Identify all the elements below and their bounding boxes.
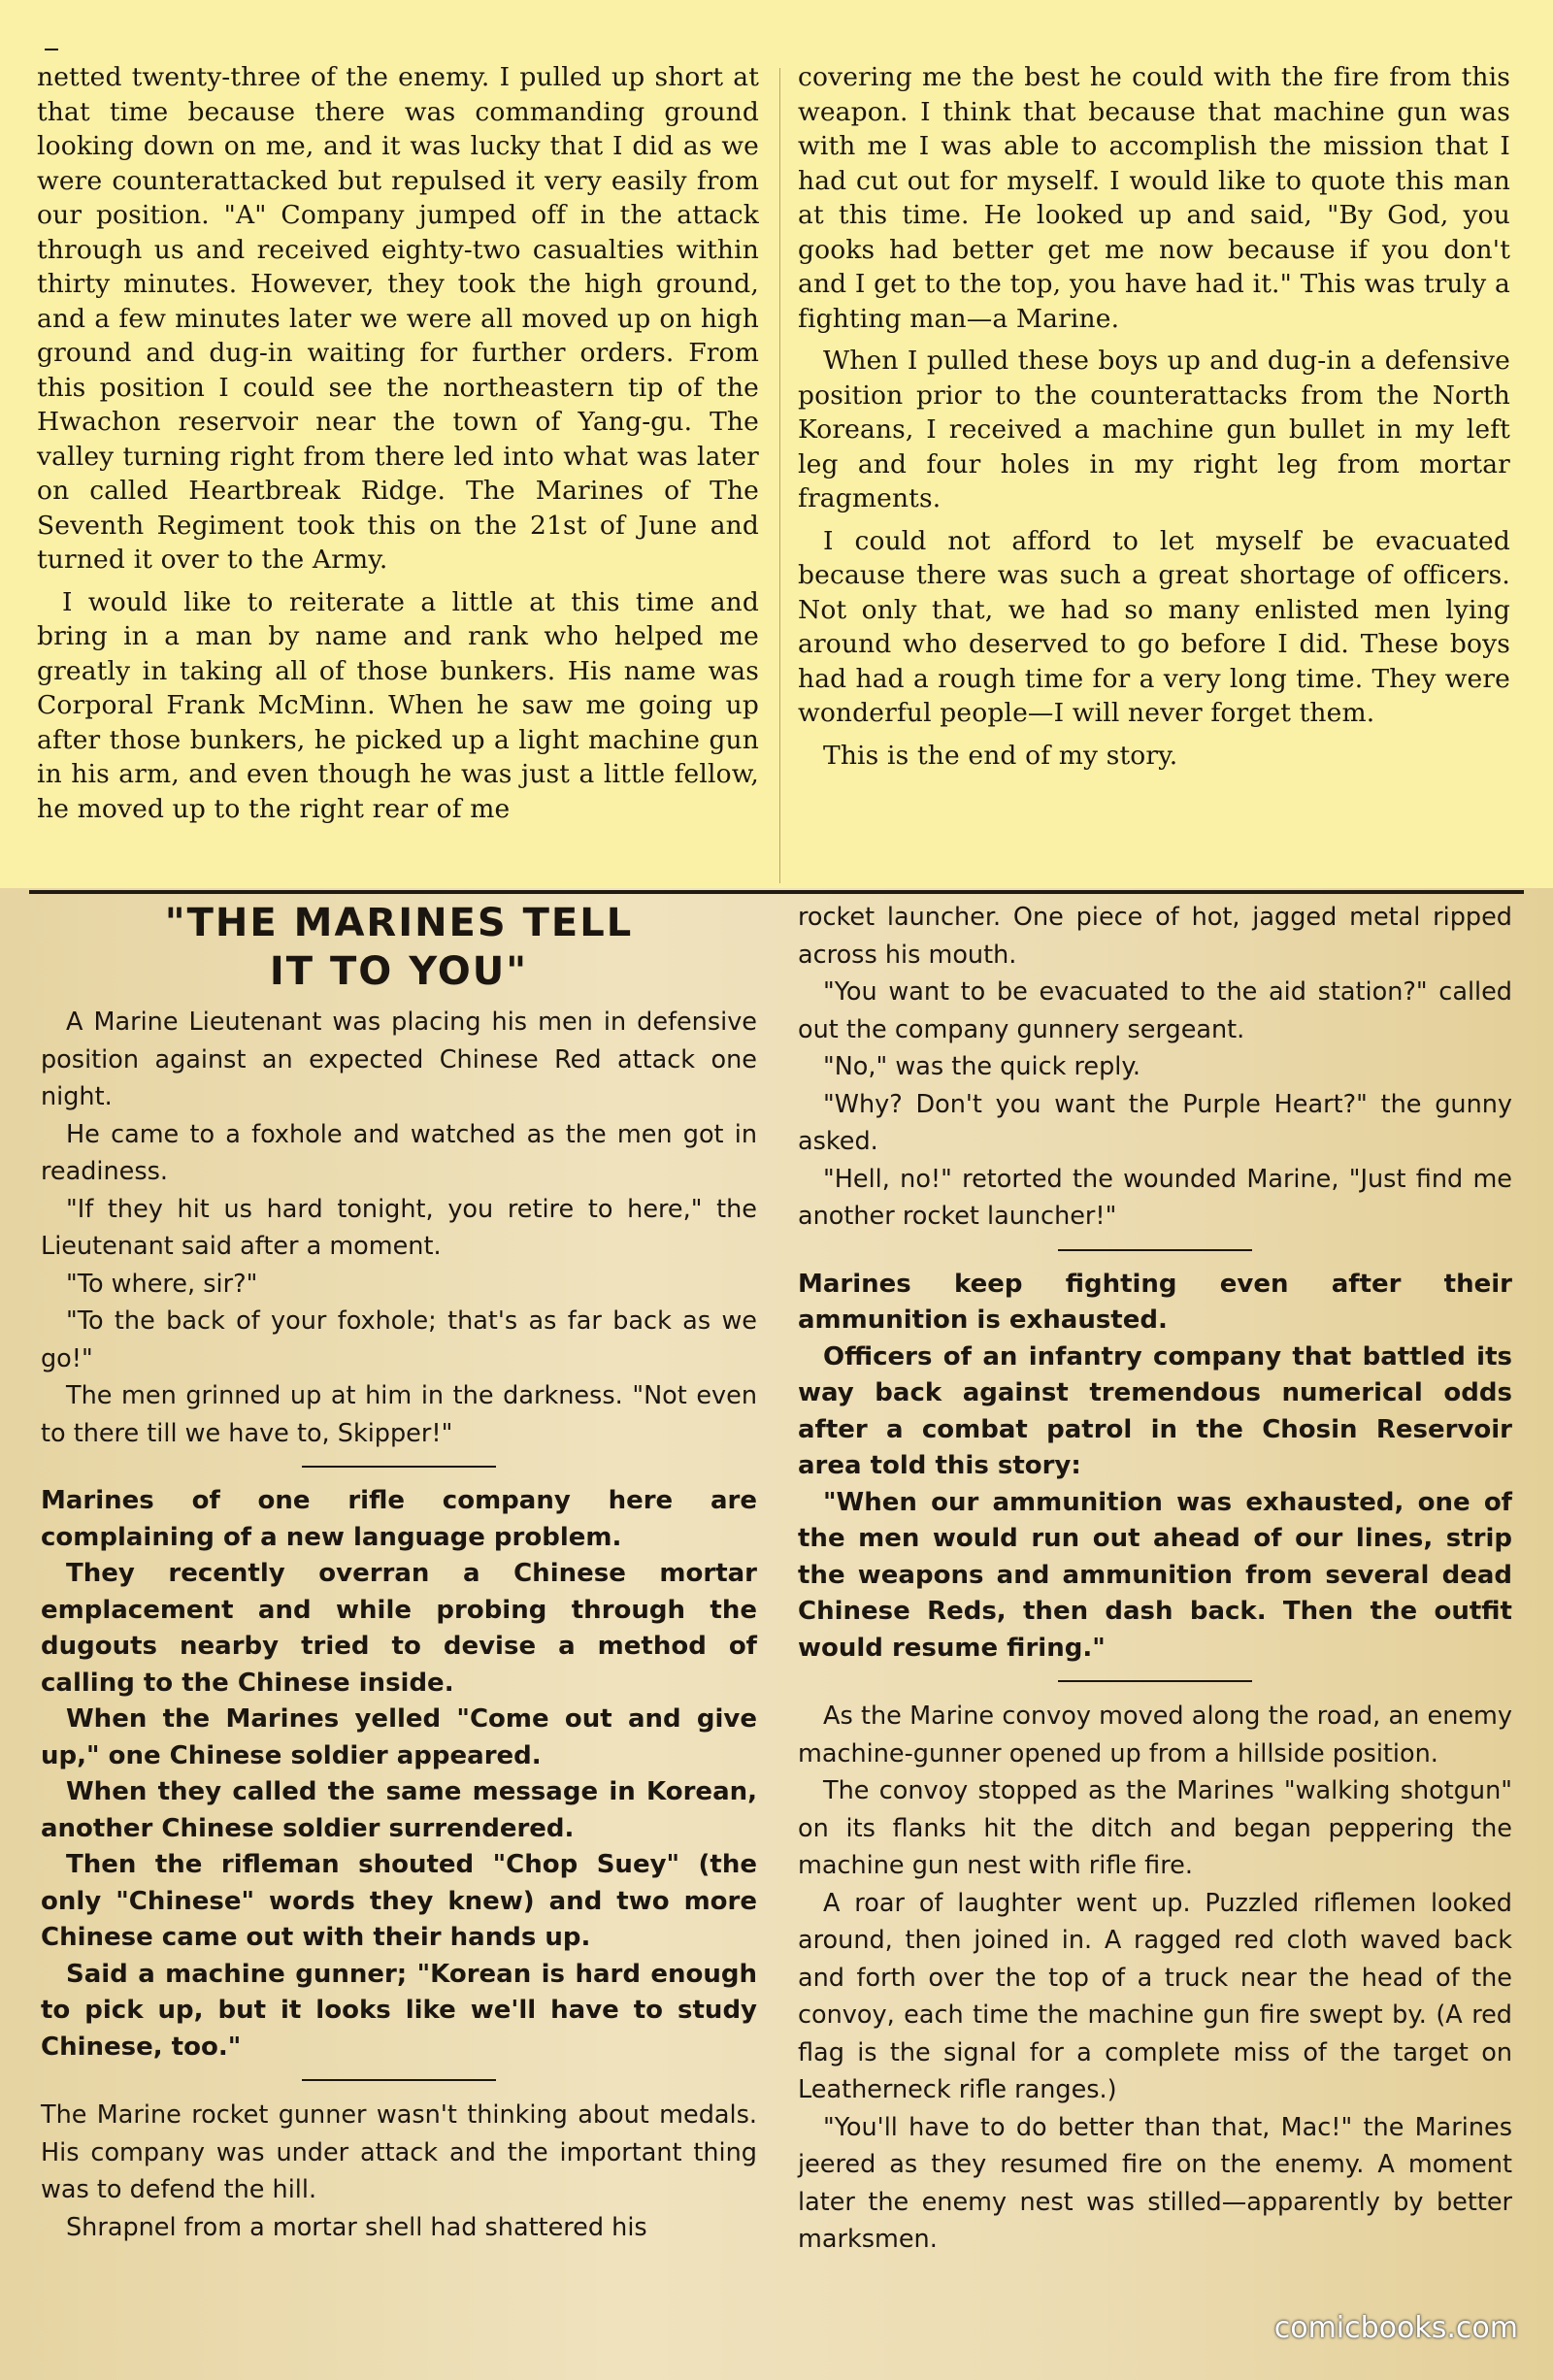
anecdote-paragraph: A Marine Lieutenant was placing his men in defensive position against an expected Chinese Red attack one night. bbox=[41, 1008, 757, 1111]
testimony-paragraph: netted twenty-three of the enemy. I pulled up short at that time because there was commanding ground looking down on me, and it was lucky that I did as we were counterattacked but repulsed it very easily from our position. "A" Company jumped off in the attack through us and received eighty-two casualties within thirty minutes. However, they took the high ground, and a few minutes later we were all moved up on high ground and dug-in waiting for further orders. From this position I could see the northeastern tip of the Hwachon reservoir near the town of Yang-gu. The valley turning right from there led into what was later on called Heartbreak Ridge. The Marines of The Seventh Regiment took this on the 21st of June and turned it over to the Army. bbox=[37, 62, 759, 575]
testimony-paragraph: When I pulled these boys up and dug-in a defensive position prior to the counterattacks from the North Koreans, I received a machine gun bullet in my left leg and four holes in my right leg from mortar fragments. bbox=[798, 346, 1510, 513]
anecdote-separator bbox=[302, 1466, 496, 1468]
anecdote-paragraph: "If they hit us hard tonight, you retire to here," the Lieutenant said after a moment. bbox=[41, 1194, 757, 1261]
column-divider bbox=[779, 68, 780, 883]
anecdote-paragraph: A roar of laughter went up. Puzzled riflemen looked around, then joined in. A ragged red cloth waved back and forth over the top of a truck near the head of the convoy, each time the machine gun fire swept by. (A red flag is the signal for a complete miss of the target on Leatherneck rifle ranges.) bbox=[798, 1888, 1512, 2104]
anecdote-paragraph: The convoy stopped as the Marines "walking shotgun" on its flanks hit the ditch and began peppering the machine gun nest with rifle fire. bbox=[798, 1776, 1512, 1880]
testimony-paragraph: I would like to reiterate a little at this time and bring in a man by name and rank who helped me greatly in taking all of those bunkers. His name was Corporal Frank McMinn. When he saw me going up after those bunkers, he picked up a light machine gun in his arm, and even though he was just a little fellow, he moved up to the right rear of me bbox=[37, 586, 759, 824]
anecdote-paragraph: "Why? Don't you want the Purple Heart?" the gunny asked. bbox=[798, 1089, 1512, 1156]
testimony-left-column bbox=[37, 60, 759, 834]
anecdote-lead: Marines of one rifle company here are complaining of a new language problem. bbox=[41, 1486, 757, 1552]
anecdote-paragraph: As the Marine convoy moved along the road, an enemy machine-gunner opened up from a hillside position. bbox=[798, 1702, 1512, 1768]
anecdote-paragraph: Then the rifleman shouted "Chop Suey" (the only "Chinese" words they knew) and two more Chinese came out with their hands up. bbox=[41, 1850, 757, 1952]
anecdote-paragraph: He came to a foxhole and watched as the men got in readiness. bbox=[41, 1119, 757, 1186]
anecdote-paragraph: "To where, sir?" bbox=[66, 1269, 258, 1299]
headline-line: IT TO YOU" bbox=[269, 949, 529, 994]
anecdote-separator bbox=[302, 2079, 496, 2081]
testimony-right-column bbox=[798, 60, 1510, 780]
anecdote-paragraph: The men grinned up at him in the darkness. "Not even to there till we have to, Skipper!" bbox=[41, 1381, 757, 1448]
site-watermark: comicbooks.com bbox=[1273, 2311, 1518, 2345]
anecdote-paragraph: They recently overran a Chinese mortar emplacement and while probing through the dugouts nearby tried to devise a method of calling to the Chinese inside. bbox=[41, 1559, 757, 1698]
anecdote-paragraph: "Hell, no!" retorted the wounded Marine, "Just find me another rocket launcher!" bbox=[798, 1164, 1512, 1231]
anecdote-paragraph: Said a machine gunner; "Korean is hard enough to pick up, but it looks like we'll have to study Chinese, too." bbox=[41, 1959, 757, 2062]
anecdotes-right-column bbox=[798, 899, 1512, 2259]
anecdote-paragraph: When they called the same message in Korean, another Chinese soldier surrendered. bbox=[41, 1777, 757, 1843]
anecdote-paragraph: Officers of an infantry company that battled its way back against tremendous numerical odds after a combat patrol in the Chosin Reservoir area told this story: bbox=[798, 1341, 1512, 1480]
anecdote-paragraph: "When our ammunition was exhausted, one of the men would run out ahead of our lines, strip the weapons and ammunition from several dead Chinese Reds, then dash back. Then the outfit would resume firing." bbox=[798, 1487, 1512, 1663]
anecdote-paragraph: rocket launcher. One piece of hot, jagged metal ripped across his mouth. bbox=[798, 903, 1512, 970]
story-ending: This is the end of my story. bbox=[823, 740, 1178, 771]
anecdote-paragraph: "You want to be evacuated to the aid station?" called out the company gunnery sergeant. bbox=[798, 977, 1512, 1044]
anecdote-paragraph: "No," was the quick reply. bbox=[823, 1052, 1140, 1081]
anecdote-separator bbox=[1058, 1680, 1252, 1682]
anecdote-lead: Marines keep fighting even after their ammunition is exhausted. bbox=[798, 1269, 1512, 1335]
testimony-paragraph: I could not afford to let myself be evacuated because there was such a great shortage of officers. Not only that, we had so many enlisted men lying around who deserved to go before I did. These boys had had a rough time for a very long time. They were wonderful people—I will never forget them. bbox=[798, 525, 1510, 728]
anecdote-paragraph: "To the back of your foxhole; that's as far back as we go!" bbox=[41, 1306, 757, 1373]
anecdote-paragraph: Shrapnel from a mortar shell had shattered his bbox=[66, 2212, 647, 2242]
anecdote-paragraph: "You'll have to do better than that, Mac!" the Marines jeered as they resumed fire on the enemy. A moment later the enemy nest was stilled—apparently by better marksmen. bbox=[798, 2112, 1512, 2254]
section-headline bbox=[41, 899, 757, 996]
anecdote-lead: The Marine rocket gunner wasn't thinking about medals. His company was under attack and the important thing was to defend the hill. bbox=[41, 2100, 757, 2204]
anecdotes-left-column bbox=[41, 899, 757, 2246]
anecdote-paragraph: When the Marines yelled "Come out and give up," one Chinese soldier appeared. bbox=[41, 1704, 757, 1770]
section-divider bbox=[29, 890, 1524, 894]
headline-line: "THE MARINES TELL bbox=[164, 901, 634, 945]
testimony-paragraph: covering me the best he could with the fire from this weapon. I think that because that machine gun was with me I was able to accomplish the mission that I had cut out for myself. I would like to quote this man at this time. He looked up and said, "By God, you gooks had better get me now because if you don't and I get to the top, you have had it." This was truly a fighting man—a Marine. bbox=[798, 62, 1510, 334]
anecdote-separator bbox=[1058, 1249, 1252, 1251]
corner-dash bbox=[45, 49, 58, 50]
